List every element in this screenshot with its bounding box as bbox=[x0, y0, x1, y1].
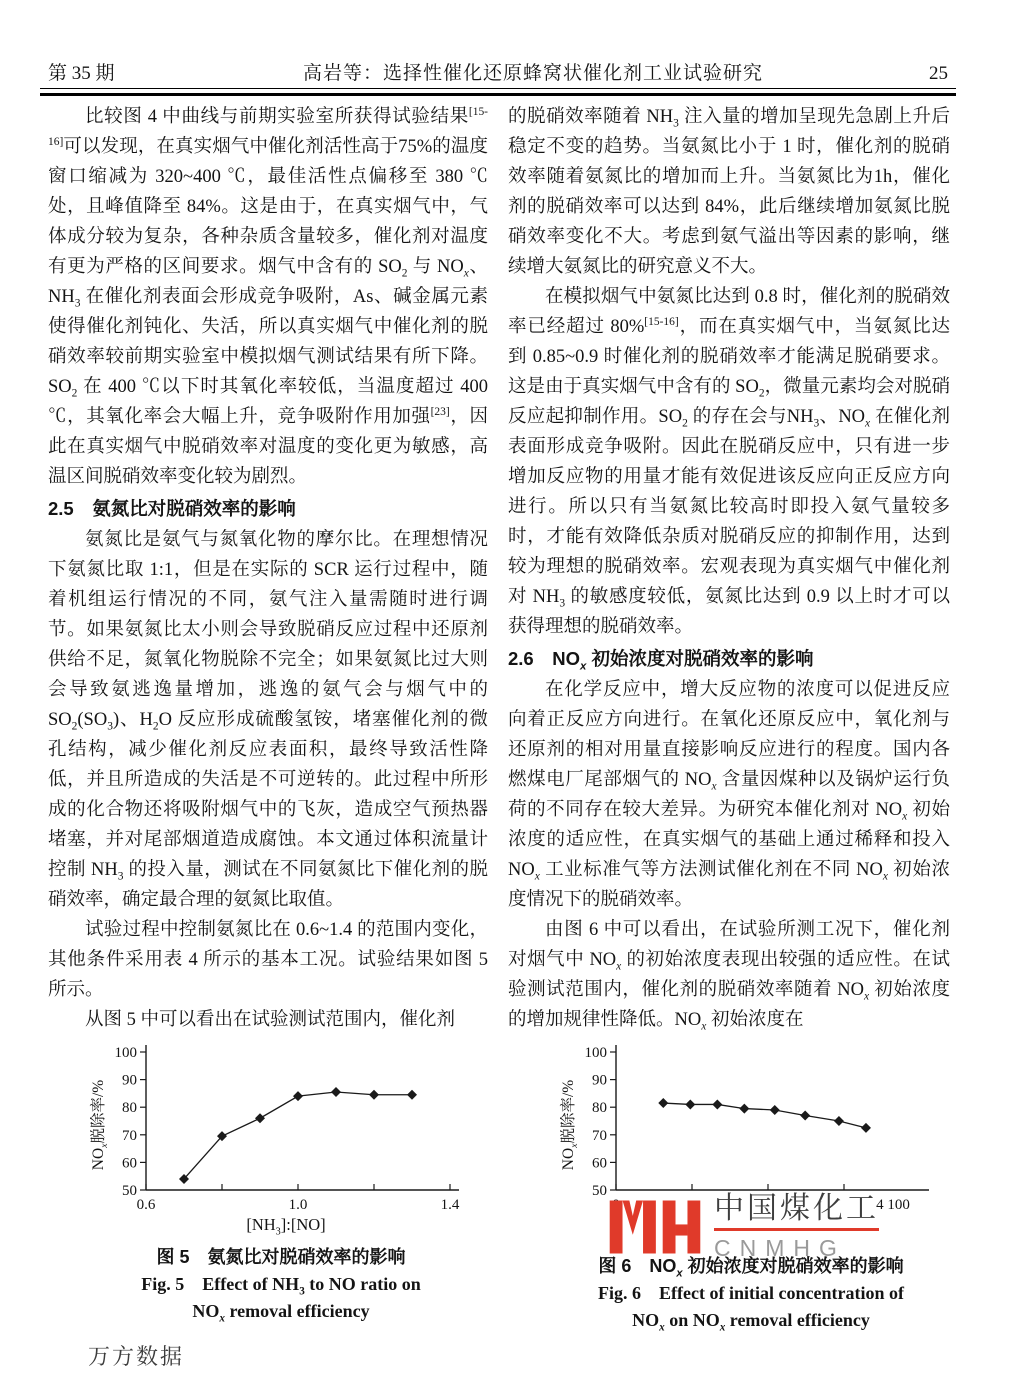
figure-5-caption-en-line1: Fig. 5 Effect of $NH_3$ to NO ratio on bbox=[141, 1274, 421, 1298]
paragraph-fig5-discussion: 的脱硝效率随着 $NH_3$ 注入量的增加呈现先急剧上升后稳定不变的趋势。当氨氮比小于 1 时，催化剂的脱硝效率随着氨氮比的增加而上升。当氨氮比为1h，催化剂的脱硝效率可以达到 84%，此后继续增加氨氮比脱硝效率变化不大。考虑到氨气溢出等因素的影响，继续增大氨氮比的研究意义不大。 bbox=[508, 107, 950, 277]
figure-5-caption-en-line2: $NO_x$ removal efficiency bbox=[192, 1301, 370, 1325]
svg-text:60: 60 bbox=[592, 1155, 607, 1172]
svg-text:90: 90 bbox=[592, 1072, 607, 1089]
figure-5-y-axis-label: $NO_x$脱除率/% bbox=[90, 1079, 111, 1171]
figure-6-caption-en-line1: Fig. 6 Effect of initial concentration of bbox=[598, 1283, 904, 1303]
paragraph-fig5-lead: 从图 5 中可以看出在试验测试范围内，催化剂 bbox=[85, 1010, 456, 1030]
page-number: 25 bbox=[929, 63, 948, 84]
header-rule bbox=[40, 88, 956, 96]
svg-text:100: 100 bbox=[114, 1045, 137, 1061]
figure-6-y-axis-label: $NO_x$脱除率/% bbox=[560, 1079, 581, 1171]
cnmhg-logo-icon bbox=[608, 1192, 702, 1262]
svg-text:1.4: 1.4 bbox=[440, 1197, 460, 1213]
svg-text:90: 90 bbox=[122, 1072, 137, 1089]
svg-text:0.6: 0.6 bbox=[136, 1197, 156, 1213]
watermark-text-zh: 中国煤化工 bbox=[714, 1192, 879, 1231]
figure-6 bbox=[536, 1040, 966, 1334]
svg-text:60: 60 bbox=[122, 1155, 137, 1172]
right-column bbox=[508, 102, 950, 1035]
svg-text:4 100: 4 100 bbox=[876, 1197, 910, 1213]
cnmhg-watermark-text bbox=[714, 1192, 879, 1262]
page-header bbox=[48, 58, 948, 85]
figure-5-caption-zh: 图 5 氨氮比对脱硝效率的影响 bbox=[156, 1247, 406, 1267]
svg-text:50: 50 bbox=[122, 1183, 137, 1199]
wanfang-watermark: 万方数据 bbox=[88, 1344, 185, 1369]
watermark-text-en: CNMHG bbox=[714, 1235, 846, 1261]
svg-text:80: 80 bbox=[592, 1100, 607, 1117]
figure-6-caption bbox=[536, 1252, 966, 1334]
svg-text:70: 70 bbox=[592, 1127, 607, 1144]
svg-text:1.0: 1.0 bbox=[288, 1197, 308, 1213]
svg-text:70: 70 bbox=[122, 1127, 137, 1144]
paragraph-simulated-flue-gas: 在模拟烟气中氨氮比达到 0.8 时，催化剂的脱硝效率已经超过 80%[15-16]，而在真实烟气中，当氨氮比达到 0.85~0.9 时催化剂的脱硝效率才能满足脱硝要求。这是由于真实烟气中含有的 $SO_2$，微量元素均会对脱硝反应起抑制作用。$SO_2$ 的存在会与$NH_3$、$NO_x$ 在催化剂表面形成竞争吸附。因此在脱硝反应中，只有进一步增加反应物的用量才能有效促进该反应向正反应方向进行。所以只有当氨氮比较高时即投入氨气量较多时，才能有效降低杂质对脱硝反应的抑制作用，达到较为理想的脱硝效率。宏观表现为真实烟气中催化剂对 $NH_3$ 的敏感度较低，氨氮比达到 0.9 以上时才可以获得理想的脱硝效率。 bbox=[508, 287, 950, 637]
section-heading-2-5: 2.5 氨氮比对脱硝效率的影响 bbox=[48, 498, 296, 519]
section-heading-2-6: 2.6 $NO_x$ 初始浓度对脱硝效率的影响 bbox=[508, 648, 814, 673]
figure-6-caption-zh: 图 6 $NO_x$ 初始浓度对脱硝效率的影响 bbox=[598, 1256, 904, 1280]
svg-text:50: 50 bbox=[592, 1183, 607, 1199]
figure-5-caption bbox=[66, 1243, 496, 1325]
svg-text:100: 100 bbox=[584, 1045, 607, 1061]
running-title: 高岩等：选择性催化还原蜂窝状催化剂工业试验研究 bbox=[302, 63, 763, 84]
paragraph-nox-initial-concentration: 在化学反应中，增大反应物的浓度可以促进反应向着正反应方向进行。在氧化还原反应中，氧化剂与还原剂的相对用量直接影响反应进行的程度。国内各燃煤电厂尾部烟气的 $NO_x$ 含量因煤种以及锅炉运行负荷的不同存在较大差异。为研究本催化剂对 $NO_x$ 初始浓度的适应性，在真实烟气的基础上通过稀释和投入 $NO_x$ 工业标准气等方法测试催化剂在不同 $NO_x$ 初始浓度情况下的脱硝效率。 bbox=[508, 680, 950, 910]
figure-5 bbox=[66, 1040, 496, 1325]
figure-6-caption-en-line2: $NO_x$ on $NO_x$ removal efficiency bbox=[632, 1310, 870, 1334]
figure-5-x-axis-label: $[NH_3]:[NO]$ bbox=[246, 1215, 326, 1238]
left-column bbox=[48, 102, 488, 1035]
paragraph-fig6-lead: 由图 6 中可以看出，在试验所测工况下，催化剂对烟气中 $NO_x$ 的初始浓度表现出较强的适应性。在试验测试范围内，催化剂的脱硝效率随着 $NO_x$ 初始浓度的增加规律性降低。$NO_x$ 初始浓度在 bbox=[508, 920, 950, 1033]
paragraph-test-range: 试验过程中控制氨氮比在 0.6~1.4 的范围内变化，其他条件采用表 4 所示的基本工况。试验结果如图 5 所示。 bbox=[48, 920, 488, 1000]
cnmhg-watermark bbox=[608, 1192, 879, 1262]
svg-text:80: 80 bbox=[122, 1100, 137, 1117]
journal-issue: 第 35 期 bbox=[48, 63, 115, 84]
figure-5-plot bbox=[84, 1040, 484, 1218]
paragraph-compare-fig4: 比较图 4 中曲线与前期实验室所获得试验结果[15-16]可以发现，在真实烟气中催化剂活性高于75%的温度窗口缩减为 320~400 ℃，最佳活性点偏移至 380 ℃处，且峰值降至 84%。这是由于，在真实烟气中，气体成分较为复杂，各种杂质含量较多，催化剂对温度有更为严格的区间要求。烟气中含有的 $SO_2$ 与 $NO_x$、$NH_3$ 在催化剂表面会形成竞争吸附，As、碱金属元素使得催化剂钝化、失活，所以真实烟气中催化剂的脱硝效率较前期实验室中模拟烟气测试结果有所下降。$SO_2$ 在 400 ℃以下时其氧化率较低，当温度超过 400 ℃，其氧化率会大幅上升，竞争吸附作用加强[23]，因此在真实烟气中脱硝效率对温度的变化更为敏感，高温区间脱硝效率变化较为剧烈。 bbox=[48, 105, 488, 487]
paragraph-ammonia-ratio-intro: 氨氮比是氨气与氮氧化物的摩尔比。在理想情况下氨氮比取 1:1，但是在实际的 SCR 运行过程中，随着机组运行情况的不同，氨气注入量需随时进行调节。如果氨氮比太小则会导致脱硝反应过程中还原剂供给不足，氮氧化物脱除不完全；如果氨氮比过大则会导致氨逃逸量增加，逃逸的氨气会与烟气中的 $SO_2(SO_3)$、$H_2O$ 反应形成硫酸氢铵，堵塞催化剂的微孔结构，减少催化剂反应表面积，最终导致活性降低，并且所造成的失活是不可逆转的。此过程中所形成的化合物还将吸附烟气中的飞灰，造成空气预热器堵塞，并对尾部烟道造成腐蚀。本文通过体积流量计控制 $NH_3$ 的投入量，测试在不同氨氮比下催化剂的脱硝效率，确定最合理的氨氮比取值。 bbox=[48, 530, 488, 910]
